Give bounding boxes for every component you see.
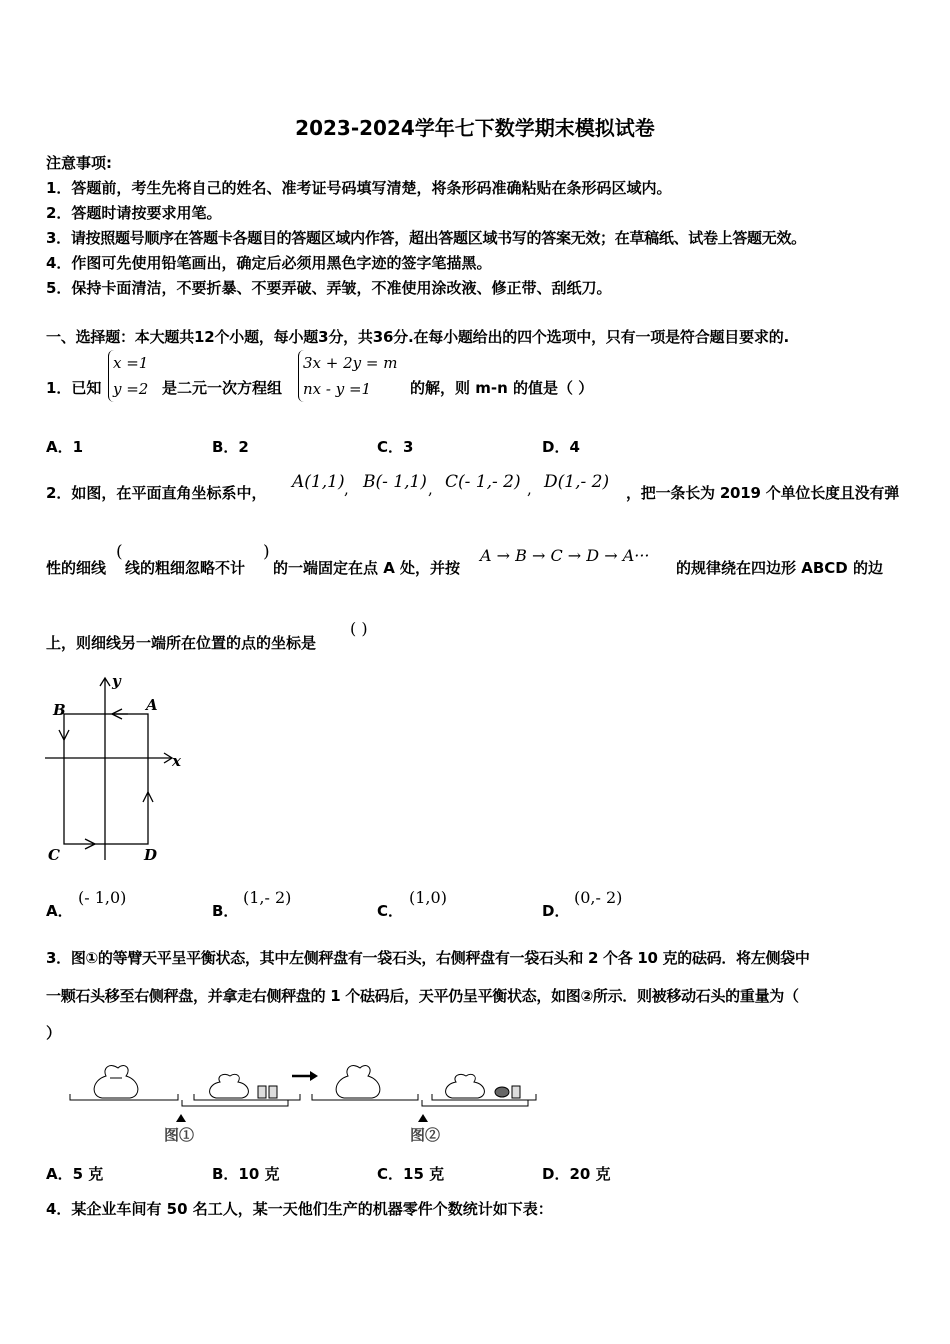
y-axis-label: y: [112, 672, 121, 690]
weight-icon: [512, 1086, 520, 1098]
stone-bag-icon: [94, 1066, 138, 1098]
q2-line1-prefix: 2．如图，在平面直角坐标系中，: [46, 484, 267, 502]
notice-item: 1．答题前，考生先将自己的姓名、准考证号码填写清楚，将条形码准确粘贴在条形码区域内。: [46, 179, 672, 197]
q1-middle: 是二元一次方程组: [162, 379, 283, 397]
q2-option-c-letter[interactable]: C．: [377, 902, 404, 920]
notice-item: 5．保持卡面清洁，不要折暴、不要弄破、弄皱，不准使用涂改液、修正带、刮纸刀。: [46, 279, 612, 297]
q2-point-separator: ,: [428, 480, 433, 498]
notice-item: 2．答题时请按要求用笔。: [46, 204, 222, 222]
q3-line3: ）: [46, 1024, 62, 1042]
stone-icon: [495, 1087, 509, 1097]
notice-item: 3．请按照题号顺序在答题卡各题目的答题区域内作答，超出答题区域书写的答案无效；在草稿纸、试卷上答题无效。: [46, 229, 806, 247]
q2-option-c-value[interactable]: (1,0): [409, 888, 447, 907]
q2-line2-d: 的规律绕在四边形 ABCD 的边: [676, 559, 883, 577]
q2-option-a-letter[interactable]: A．: [46, 902, 73, 920]
q2-option-b-letter[interactable]: B．: [212, 902, 239, 920]
q1-option-a[interactable]: A．1: [46, 438, 84, 456]
fulcrum-icon: [176, 1114, 186, 1122]
q1-sys1-line2: y =2: [113, 380, 149, 398]
q3-option-c[interactable]: C．15 克: [377, 1165, 445, 1183]
q2-answer-paren: ( ): [350, 619, 368, 638]
beam: [182, 1100, 288, 1106]
q2-paren-open: (: [116, 542, 123, 562]
q1-prefix: 1．已知: [46, 379, 102, 397]
q3-line2: 一颗石头移至右侧秤盘，并拿走右侧秤盘的 1 个砝码后，天平仍呈平衡状态，如图②所示．则被移动石头的重量为（: [46, 987, 799, 1005]
q2-line3: 上，则细线另一端所在位置的点的坐标是: [46, 634, 317, 652]
q2-option-b-value[interactable]: (1,- 2): [243, 888, 292, 907]
label-c: C: [48, 846, 60, 864]
weight-icon: [269, 1086, 277, 1098]
stone-bag-icon: [210, 1074, 249, 1098]
q2-coordinate-figure: [40, 668, 190, 868]
section-heading: 一、选择题：本大题共12个小题，每小题3分，共36分.在每小题给出的四个选项中，只有一项是符合题目要求的.: [46, 328, 789, 346]
q2-point-separator: ,: [344, 480, 349, 498]
q2-line2-c: 的一端固定在点 A 处，并按: [273, 559, 461, 577]
q1-system-solution: [108, 350, 148, 402]
fig1-label: 图①: [164, 1126, 195, 1144]
q1-suffix: 的解，则 m-n 的值是（ ）: [410, 379, 594, 397]
q1-sys2-line2: nx - y =1: [303, 380, 372, 398]
fulcrum-icon: [418, 1114, 428, 1122]
label-a: A: [146, 696, 158, 714]
label-d: D: [144, 846, 158, 864]
page-title: 2023-2024学年七下数学期末模拟试卷: [295, 116, 655, 140]
q4-text: 4．某企业车间有 50 名工人，某一天他们生产的机器零件个数统计如下表：: [46, 1200, 553, 1218]
q2-line2-a: 性的细线: [46, 559, 107, 577]
q1-sys2-line1: 3x + 2y = m: [303, 354, 398, 372]
q1-option-b[interactable]: B．2: [212, 438, 249, 456]
q2-line1-suffix: ，把一条长为 2019 个单位长度且没有弹: [626, 484, 899, 502]
q2-option-a-value[interactable]: (- 1,0): [78, 888, 127, 907]
q1-sys1-line1: x =1: [113, 354, 149, 372]
balance-1: [70, 1066, 300, 1144]
balance-2: [312, 1066, 536, 1144]
q3-balance-figure: [66, 1056, 538, 1146]
quadrilateral-abcd: [64, 714, 148, 844]
q2-point-c: C(- 1,- 2): [445, 472, 521, 492]
q3-option-d[interactable]: D．20 克: [542, 1165, 611, 1183]
weight-icon: [258, 1086, 266, 1098]
fig2-label: 图②: [410, 1126, 441, 1144]
label-b: B: [53, 701, 66, 719]
stone-bag-icon: [446, 1074, 485, 1098]
beam: [422, 1100, 528, 1106]
q2-point-separator: ,: [527, 480, 532, 498]
q3-option-a[interactable]: A．5 克: [46, 1165, 104, 1183]
q2-point-b: B(- 1,1): [363, 472, 427, 492]
q1-option-d[interactable]: D．4: [542, 438, 580, 456]
x-axis-label: x: [172, 752, 181, 770]
notice-item: 4．作图可先使用铅笔画出，确定后必须用黑色字迹的签字笔描黑。: [46, 254, 492, 272]
q2-option-d-letter[interactable]: D．: [542, 902, 570, 920]
notice-heading: 注意事项:: [46, 154, 112, 172]
q3-line1: 3．图①的等臂天平呈平衡状态，其中左侧秤盘有一袋石头，右侧秤盘有一袋石头和 2 个各 10 克的砝码．将左侧袋中: [46, 949, 810, 967]
q1-option-c[interactable]: C．3: [377, 438, 414, 456]
q1-system-equations: [298, 350, 397, 402]
q2-path: A → B → C → D → A···: [480, 546, 650, 565]
q3-option-b[interactable]: B．10 克: [212, 1165, 280, 1183]
stone-bag-icon: [336, 1066, 380, 1098]
q2-option-d-value[interactable]: (0,- 2): [574, 888, 623, 907]
q2-line2-b: 线的粗细忽略不计: [125, 559, 246, 577]
q2-point-a: A(1,1): [292, 472, 345, 492]
q2-paren-close: ): [263, 542, 270, 562]
q2-point-d: D(1,- 2): [544, 472, 610, 492]
